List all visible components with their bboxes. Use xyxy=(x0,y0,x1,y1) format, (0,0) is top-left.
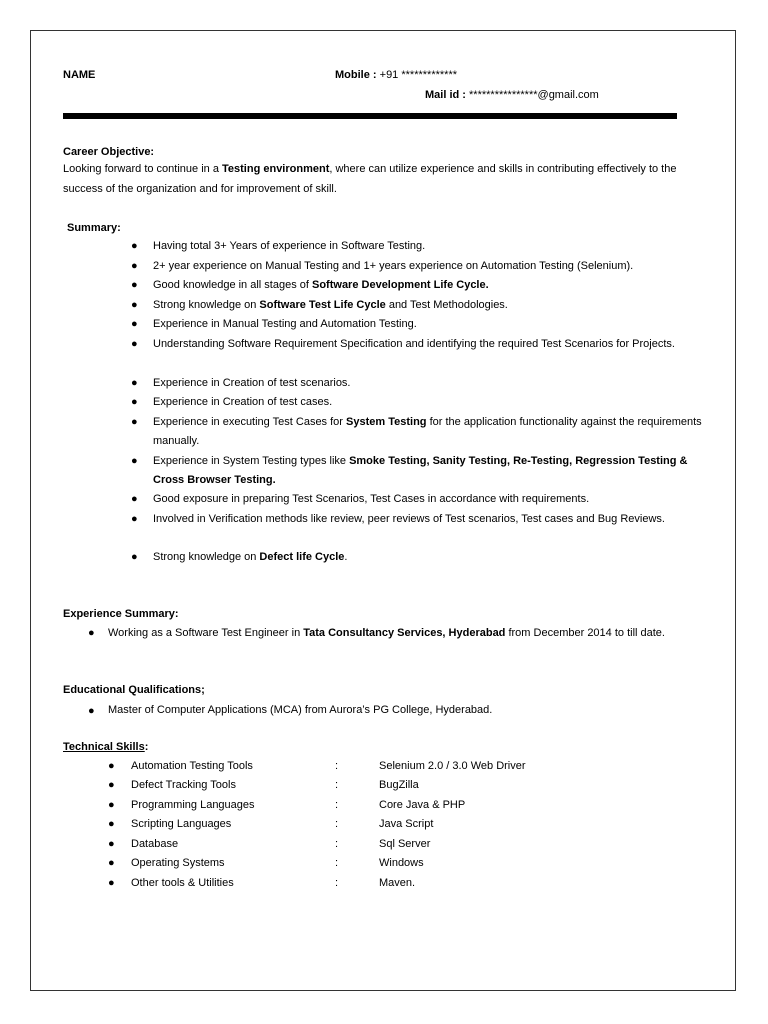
bullet-icon: ● xyxy=(108,818,115,830)
experience-item: Working as a Software Test Engineer in Tata Consultancy Services, Hyderabad from December 2014 to till date. xyxy=(108,627,665,639)
skill-value: Core Java & PHP xyxy=(379,799,466,811)
skill-name: Automation Testing Tools xyxy=(131,760,253,772)
summary-item: Experience in System Testing types like Smoke Testing, Sanity Testing, Re-Testing, Regression Testing & Cross Browser Testing. xyxy=(153,455,688,486)
skill-name: Other tools & Utilities xyxy=(131,877,234,889)
bullet-icon: ● xyxy=(131,377,138,389)
bullet-icon: ● xyxy=(131,416,138,428)
skill-value: Java Script xyxy=(379,818,434,830)
bullet-icon: ● xyxy=(108,779,115,791)
education-heading: Educational Qualifications; xyxy=(63,684,205,696)
mobile-line: Mobile : +91 ************* xyxy=(335,69,458,81)
summary-item: Good knowledge in all stages of Software Development Life Cycle. xyxy=(153,279,489,291)
summary-item: Experience in Creation of test cases. xyxy=(153,396,333,408)
summary-item: Strong knowledge on Software Test Life Cycle and Test Methodologies. xyxy=(153,299,508,311)
bullet-icon: ● xyxy=(108,838,115,850)
skill-separator: : xyxy=(335,760,339,772)
skill-separator: : xyxy=(335,799,339,811)
skill-value: BugZilla xyxy=(379,779,419,791)
summary-item: Understanding Software Requirement Specification and identifying the required Test Scenarios for Projects. xyxy=(153,338,675,350)
summary-item: 2+ year experience on Manual Testing and 1+ years experience on Automation Testing (Selenium). xyxy=(153,260,634,272)
experience-heading: Experience Summary: xyxy=(63,608,179,620)
education-bullet: ● xyxy=(88,705,95,717)
bullet-icon: ● xyxy=(108,877,115,889)
bullet-icon: ● xyxy=(131,396,138,408)
summary-item: Experience in Creation of test scenarios. xyxy=(153,377,351,389)
bullet-icon: ● xyxy=(131,318,138,330)
skill-value: Maven. xyxy=(379,877,416,889)
career-objective-text: Looking forward to continue in a Testing environment, where can utilize experience and skills in contributing effectively to the success of the organization and for improvement of skill. xyxy=(63,163,677,195)
skill-name: Scripting Languages xyxy=(131,818,232,830)
skill-separator: : xyxy=(335,838,339,850)
summary-item: Experience in executing Test Cases for System Testing for the application functionality against the requirements manually. xyxy=(153,416,702,447)
bullet-icon: ● xyxy=(131,240,138,252)
bullet-icon: ● xyxy=(108,799,115,811)
summary-item: Involved in Verification methods like review, peer reviews of Test scenarios, Test cases and Bug Reviews. xyxy=(153,513,665,525)
skill-value: Selenium 2.0 / 3.0 Web Driver xyxy=(379,760,526,772)
candidate-name: NAME xyxy=(63,69,96,81)
summary-item: Having total 3+ Years of experience in Software Testing. xyxy=(153,240,426,252)
bullet-icon: ● xyxy=(131,493,138,505)
skill-name: Operating Systems xyxy=(131,857,225,869)
bullet-icon: ● xyxy=(131,299,138,311)
bullet-icon: ● xyxy=(131,455,138,467)
experience-bullet: ● xyxy=(88,627,95,639)
technical-skills-heading: Technical Skills: xyxy=(63,741,149,753)
bullet-icon: ● xyxy=(131,260,138,272)
bullet-icon: ● xyxy=(131,279,138,291)
skill-separator: : xyxy=(335,877,339,889)
summary-item: Experience in Manual Testing and Automation Testing. xyxy=(153,318,417,330)
bullet-icon: ● xyxy=(131,338,138,350)
skill-separator: : xyxy=(335,857,339,869)
summary-item: Strong knowledge on Defect life Cycle. xyxy=(153,551,348,563)
bullet-icon: ● xyxy=(108,857,115,869)
mobile-label: Mobile xyxy=(335,69,370,81)
career-objective-heading: Career Objective: xyxy=(63,146,155,158)
skill-value: Windows xyxy=(379,857,424,869)
skill-value: Sql Server xyxy=(379,838,431,850)
header-divider xyxy=(63,113,677,119)
summary-item: Good exposure in preparing Test Scenarios, Test Cases in accordance with requirements. xyxy=(153,493,590,505)
skill-separator: : xyxy=(335,779,339,791)
bullet-icon: ● xyxy=(131,551,138,563)
mail-value: ****************@gmail.com xyxy=(469,89,599,101)
skill-name: Database xyxy=(131,838,179,850)
education-item: Master of Computer Applications (MCA) from Aurora’s PG College, Hyderabad. xyxy=(108,704,493,716)
mail-line: Mail id : ****************@gmail.com xyxy=(425,89,599,101)
bullet-icon: ● xyxy=(108,760,115,772)
skill-separator: : xyxy=(335,818,339,830)
mail-label: Mail id xyxy=(425,89,460,101)
skill-name: Defect Tracking Tools xyxy=(131,779,236,791)
summary-heading: Summary: xyxy=(67,222,121,234)
bullet-icon: ● xyxy=(131,513,138,525)
skill-name: Programming Languages xyxy=(131,799,255,811)
mobile-value: +91 ************* xyxy=(379,69,458,81)
